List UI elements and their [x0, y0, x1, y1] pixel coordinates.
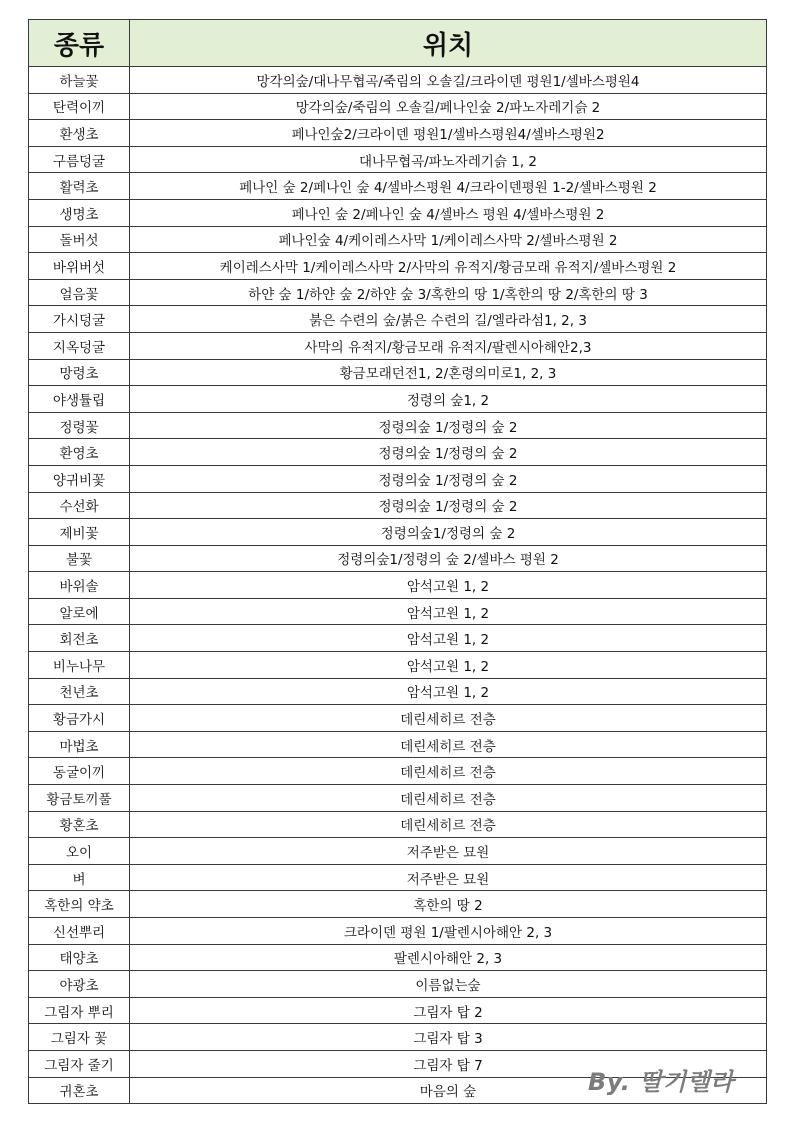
herb-name-cell: 황금가시	[29, 705, 130, 732]
table-row	[29, 412, 767, 439]
herb-name-cell: 신선뿌리	[29, 918, 130, 945]
herb-location-cell: 암석고원 1, 2	[130, 625, 767, 652]
herb-location-cell: 페나인 숲 2/페나인 숲 4/셀바스 평원 4/셀바스평원 2	[130, 199, 767, 226]
table-row	[29, 519, 767, 546]
table-row	[29, 758, 767, 785]
herb-name-cell: 천년초	[29, 678, 130, 705]
herb-name-cell: 알로에	[29, 598, 130, 625]
herb-name-cell: 망령초	[29, 359, 130, 386]
herb-name-cell: 제비꽃	[29, 519, 130, 546]
herb-location-cell: 정령의 숲1, 2	[130, 386, 767, 413]
table-row	[29, 465, 767, 492]
table-row	[29, 93, 767, 120]
table-row	[29, 67, 767, 94]
herb-name-cell: 탄력이끼	[29, 93, 130, 120]
herb-location-cell: 저주받은 묘원	[130, 838, 767, 865]
herb-location-cell: 페나인숲 4/케이레스사막 1/케이레스사막 2/셀바스평원 2	[130, 226, 767, 253]
herb-name-cell: 마법초	[29, 731, 130, 758]
herb-name-cell: 환생초	[29, 120, 130, 147]
table-row	[29, 120, 767, 147]
table-row	[29, 1024, 767, 1051]
herb-name-cell: 벼	[29, 864, 130, 891]
table-row	[29, 199, 767, 226]
herb-name-cell: 지옥덩굴	[29, 332, 130, 359]
herb-name-cell: 하늘꽃	[29, 67, 130, 94]
herb-location-cell: 정령의숲1/정령의 숲 2	[130, 519, 767, 546]
herb-location-cell: 페나인숲2/크라이덴 평원1/셀바스평원4/셀바스평원2	[130, 120, 767, 147]
herb-location-cell: 데린세히르 전층	[130, 785, 767, 812]
table-row	[29, 864, 767, 891]
herb-location-cell: 망각의숲/대나무협곡/죽림의 오솔길/크라이덴 평원1/셀바스평원4	[130, 67, 767, 94]
herb-name-cell: 태양초	[29, 944, 130, 971]
herb-location-cell: 혹한의 땅 2	[130, 891, 767, 918]
table-row	[29, 146, 767, 173]
herb-name-cell: 활력초	[29, 173, 130, 200]
herb-location-cell: 암석고원 1, 2	[130, 572, 767, 599]
herb-name-cell: 수선화	[29, 492, 130, 519]
herb-name-cell: 구름덩굴	[29, 146, 130, 173]
herb-name-cell: 동굴이끼	[29, 758, 130, 785]
table-row	[29, 971, 767, 998]
herb-location-cell: 정령의숲1/정령의 숲 2/셀바스 평원 2	[130, 545, 767, 572]
herb-location-cell: 데린세히르 전층	[130, 811, 767, 838]
header-row	[29, 20, 767, 67]
herb-name-cell: 정령꽃	[29, 412, 130, 439]
herb-location-cell: 그림자 탑 2	[130, 997, 767, 1024]
herb-name-cell: 불꽃	[29, 545, 130, 572]
table-row	[29, 997, 767, 1024]
herb-name-cell: 얼음꽃	[29, 279, 130, 306]
herb-name-cell: 황금토끼풀	[29, 785, 130, 812]
table-row	[29, 811, 767, 838]
table-row	[29, 838, 767, 865]
herb-location-cell: 암석고원 1, 2	[130, 598, 767, 625]
herb-location-cell: 마음의 숲	[130, 1077, 767, 1104]
table-row	[29, 279, 767, 306]
herb-location-cell: 정령의숲 1/정령의 숲 2	[130, 492, 767, 519]
header-location: 위치	[130, 20, 767, 67]
herb-location-cell: 그림자 탑 3	[130, 1024, 767, 1051]
herb-location-cell: 붉은 수련의 숲/붉은 수련의 길/엘라라섬1, 2, 3	[130, 306, 767, 333]
herb-location-table-wrap	[28, 19, 766, 1104]
table-row	[29, 545, 767, 572]
herb-location-cell: 정령의숲 1/정령의 숲 2	[130, 412, 767, 439]
table-row	[29, 173, 767, 200]
herb-name-cell: 생명초	[29, 199, 130, 226]
herb-name-cell: 양귀비꽃	[29, 465, 130, 492]
table-row	[29, 785, 767, 812]
herb-name-cell: 그림자 뿌리	[29, 997, 130, 1024]
herb-location-cell: 암석고원 1, 2	[130, 652, 767, 679]
herb-location-cell: 사막의 유적지/황금모래 유적지/팔렌시아해안2,3	[130, 332, 767, 359]
table-row	[29, 253, 767, 280]
table-row	[29, 944, 767, 971]
herb-name-cell: 야광초	[29, 971, 130, 998]
herb-location-cell: 크라이덴 평원 1/팔렌시아해안 2, 3	[130, 918, 767, 945]
table-row	[29, 918, 767, 945]
herb-name-cell: 오이	[29, 838, 130, 865]
herb-name-cell: 바위버섯	[29, 253, 130, 280]
herb-name-cell: 돌버섯	[29, 226, 130, 253]
herb-name-cell: 그림자 꽃	[29, 1024, 130, 1051]
herb-location-table	[28, 19, 767, 1104]
herb-location-cell: 대나무협곡/파노자레기슭 1, 2	[130, 146, 767, 173]
table-row	[29, 598, 767, 625]
table-row	[29, 678, 767, 705]
table-row	[29, 226, 767, 253]
herb-name-cell: 가시덩굴	[29, 306, 130, 333]
herb-name-cell: 황혼초	[29, 811, 130, 838]
herb-name-cell: 비누나무	[29, 652, 130, 679]
herb-location-cell: 그림자 탑 7	[130, 1050, 767, 1077]
table-row	[29, 332, 767, 359]
herb-name-cell: 귀혼초	[29, 1077, 130, 1104]
herb-location-cell: 하얀 숲 1/하얀 숲 2/하얀 숲 3/혹한의 땅 1/혹한의 땅 2/혹한의 땅 3	[130, 279, 767, 306]
table-row	[29, 891, 767, 918]
author-watermark: By. 딸기렐라	[588, 1068, 734, 1096]
herb-name-cell: 야생튤립	[29, 386, 130, 413]
table-row	[29, 306, 767, 333]
herb-location-cell: 정령의숲 1/정령의 숲 2	[130, 439, 767, 466]
header-type: 종류	[29, 20, 130, 67]
herb-location-cell: 망각의숲/죽림의 오솔길/페나인숲 2/파노자레기슭 2	[130, 93, 767, 120]
herb-location-cell: 데린세히르 전층	[130, 731, 767, 758]
herb-location-cell: 이름없는숲	[130, 971, 767, 998]
herb-location-cell: 데린세히르 전층	[130, 758, 767, 785]
herb-location-cell: 정령의숲 1/정령의 숲 2	[130, 465, 767, 492]
herb-name-cell: 환영초	[29, 439, 130, 466]
table-row	[29, 731, 767, 758]
herb-name-cell: 회전초	[29, 625, 130, 652]
table-row	[29, 572, 767, 599]
table-row	[29, 705, 767, 732]
table-header	[29, 20, 767, 67]
table-row	[29, 492, 767, 519]
herb-location-cell: 케이레스사막 1/케이레스사막 2/사막의 유적지/황금모래 유적지/셀바스평원 2	[130, 253, 767, 280]
table-row	[29, 386, 767, 413]
herb-name-cell: 그림자 줄기	[29, 1050, 130, 1077]
table-row	[29, 625, 767, 652]
herb-location-cell: 페나인 숲 2/페나인 숲 4/셀바스평원 4/크라이덴평원 1-2/셀바스평원 2	[130, 173, 767, 200]
herb-location-cell: 저주받은 묘원	[130, 864, 767, 891]
table-body	[29, 67, 767, 1104]
herb-location-cell: 팔렌시아해안 2, 3	[130, 944, 767, 971]
herb-name-cell: 바위솔	[29, 572, 130, 599]
table-row	[29, 439, 767, 466]
herb-location-cell: 암석고원 1, 2	[130, 678, 767, 705]
table-row	[29, 359, 767, 386]
herb-name-cell: 혹한의 약초	[29, 891, 130, 918]
table-row	[29, 652, 767, 679]
herb-location-cell: 데린세히르 전층	[130, 705, 767, 732]
herb-location-cell: 황금모래던전1, 2/혼령의미로1, 2, 3	[130, 359, 767, 386]
